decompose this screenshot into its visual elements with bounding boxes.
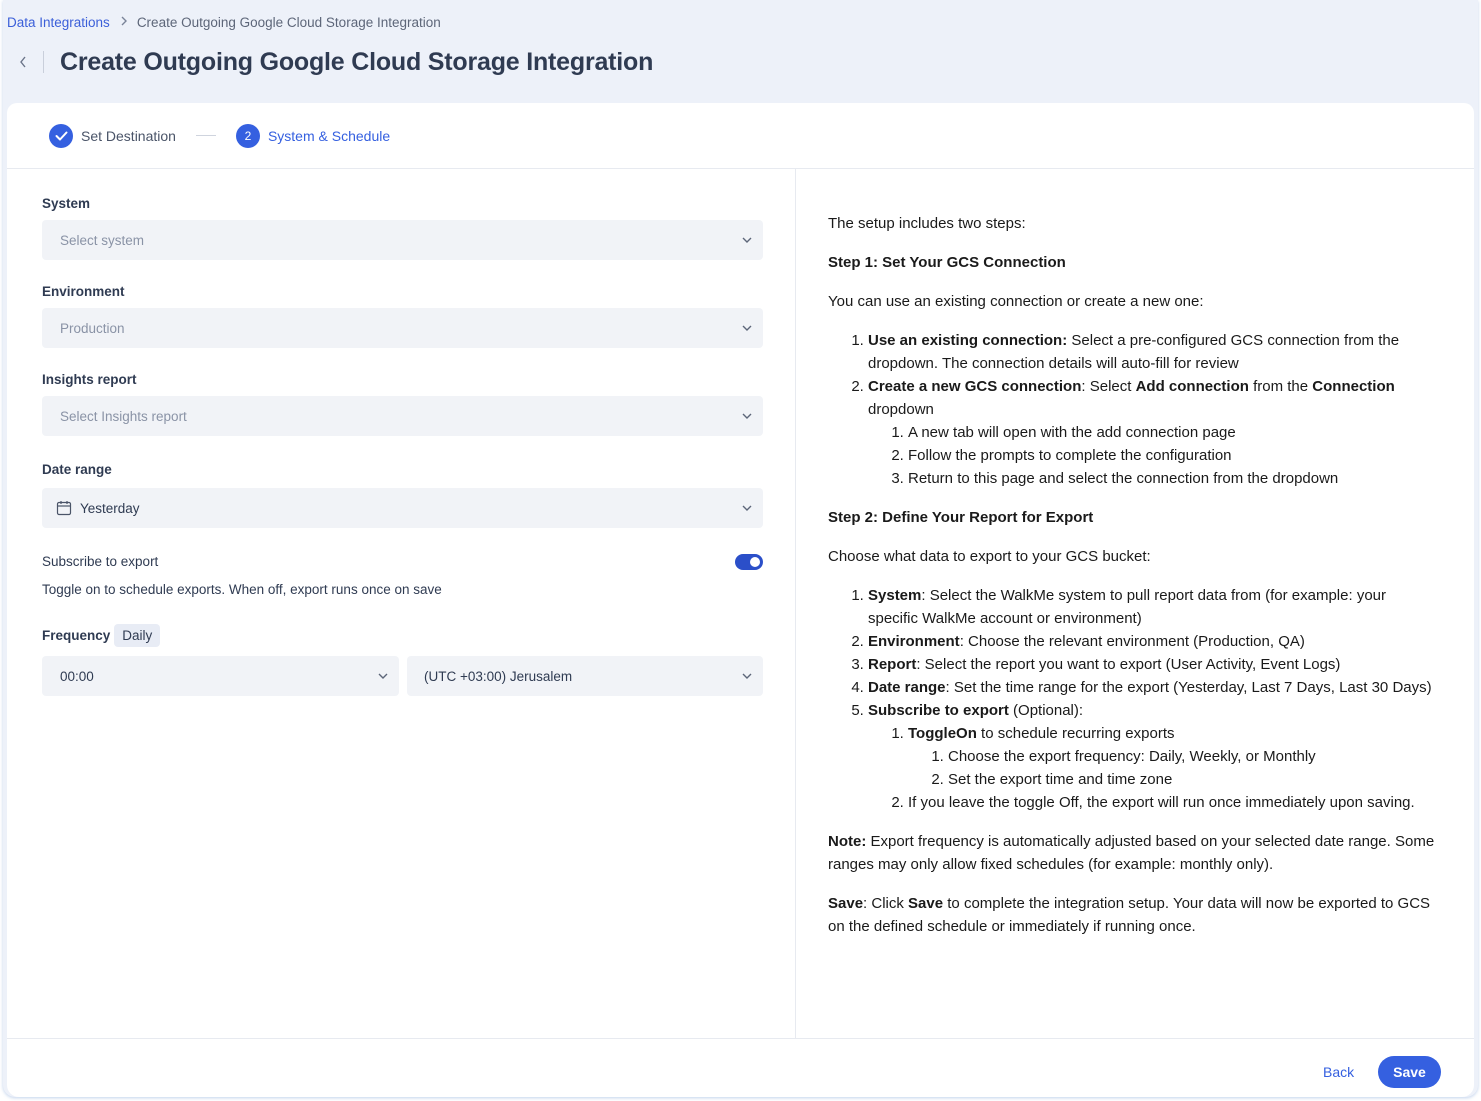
step1-title: Step 1: Set Your GCS Connection (828, 254, 1066, 271)
insights-report-label: Insights report (42, 372, 137, 387)
frequency-row (42, 624, 160, 647)
environment-value: Production (60, 320, 125, 336)
list-item: 2. Create a new GCS connection: Select Add connection from the Connection dropdown 1. A new tab will open with the add connection page 2. Follow the prompts to complete the configuration 3. Return to this page and select the connection from the dropdown (868, 375, 1438, 490)
chevron-down-icon (741, 502, 753, 514)
date-range-select[interactable] (42, 488, 763, 528)
breadcrumb-link-data-integrations[interactable]: Data Integrations (7, 14, 110, 30)
system-placeholder: Select system (60, 232, 145, 248)
chevron-down-icon (377, 670, 389, 682)
date-range-label: Date range (42, 462, 112, 477)
app-frame (3, 0, 1478, 1097)
toggle-knob (750, 557, 760, 567)
instructions-pane (796, 169, 1474, 1039)
timezone-value: (UTC +03:00) Jerusalem (424, 668, 573, 684)
frequency-badge: Daily (114, 624, 160, 647)
list-item: 2. Environment: Choose the relevant environment (Production, QA) (868, 630, 1438, 653)
date-range-value: Yesterday (80, 500, 140, 516)
back-arrow-icon[interactable] (13, 52, 33, 72)
checkmark-icon (49, 124, 73, 148)
instructions (828, 212, 1438, 954)
step-label: System & Schedule (267, 127, 391, 144)
step1-desc: You can use an existing connection or create a new one: (828, 293, 1204, 310)
step2-desc: Choose what data to export to your GCS bucket: (828, 548, 1151, 565)
time-select[interactable] (42, 656, 399, 696)
chevron-down-icon (741, 234, 753, 246)
instructions-intro: The setup includes two steps: (828, 215, 1026, 232)
page-header (13, 42, 653, 82)
list-item: 4. Date range: Set the time range for the export (Yesterday, Last 7 Days, Last 30 Days) (868, 676, 1438, 699)
page-title: Create Outgoing Google Cloud Storage Integration (60, 47, 654, 76)
time-value: 00:00 (60, 668, 94, 684)
list-item: 1. ToggleOn to schedule recurring exports 1. Choose the export frequency: Daily, Weekly, or Monthly 2. Set the export time and time zone (908, 722, 1438, 791)
list-item: 1. Use an existing connection: Select a pre-configured GCS connection from the dropdown. The connection details will auto-fill for review (868, 329, 1438, 375)
step-system-schedule[interactable] (236, 124, 390, 148)
step1-list (828, 329, 1438, 490)
header-divider (43, 51, 44, 73)
list-item: 2. Follow the prompts to complete the configuration (908, 444, 1438, 467)
list-item: 1. System: Select the WalkMe system to pull report data from (for example: your specific WalkMe account or environment) (868, 584, 1438, 630)
breadcrumb-current: Create Outgoing Google Cloud Storage Integration (136, 14, 441, 30)
step-number: 2 (236, 124, 260, 148)
environment-select[interactable] (42, 308, 763, 348)
chevron-down-icon (741, 410, 753, 422)
list-item: 5. Subscribe to export (Optional): 1. ToggleOn to schedule recurring exports 1. Choose the export frequency: Daily, Weekly, or Monthly 2. Set the export time and time zone 2. If you leave the toggle Off, the export will run once immediately upon saving. (868, 699, 1438, 814)
step2-subsublist (908, 745, 1438, 791)
insights-report-select[interactable] (42, 396, 763, 436)
back-button[interactable]: Back (1307, 1057, 1370, 1087)
list-item: 2. If you leave the toggle Off, the export will run once immediately upon saving. (908, 791, 1438, 814)
subscribe-toggle[interactable] (735, 554, 763, 570)
insights-report-placeholder: Select Insights report (60, 408, 187, 424)
system-select[interactable] (42, 220, 763, 260)
step1-sublist (868, 421, 1438, 490)
step2-sublist (868, 722, 1438, 814)
list-item: 1. Choose the export frequency: Daily, Weekly, or Monthly (948, 745, 1438, 768)
step-label: Set Destination (81, 127, 176, 144)
step-set-destination[interactable] (49, 124, 176, 148)
list-item: 1. A new tab will open with the add connection page (908, 421, 1438, 444)
subscribe-label: Subscribe to export (42, 554, 159, 569)
step2-list (828, 584, 1438, 814)
environment-label: Environment (42, 284, 125, 299)
subscribe-helper-text: Toggle on to schedule exports. When off, export runs once on save (42, 582, 442, 597)
chevron-down-icon (741, 670, 753, 682)
stepper (7, 103, 1474, 169)
list-item: 3. Report: Select the report you want to export (User Activity, Event Logs) (868, 653, 1438, 676)
list-item: 2. Set the export time and time zone (948, 768, 1438, 791)
step-connector (196, 135, 216, 136)
timezone-select[interactable] (407, 656, 763, 696)
save-paragraph: Save: Click Save to complete the integration setup. Your data will now be exported to GCS on the defined schedule or immediately if running once. (828, 895, 1431, 935)
chevron-down-icon (741, 322, 753, 334)
save-button[interactable]: Save (1378, 1056, 1441, 1088)
main-card (7, 103, 1474, 1097)
frequency-label: Frequency (42, 628, 111, 643)
form-pane (7, 169, 796, 1039)
note-paragraph: Note: Export frequency is automatically adjusted based on your selected date range. Some ranges may only allow fixed schedules (for example: monthly only). (828, 833, 1435, 873)
footer (7, 1038, 1474, 1097)
calendar-icon (56, 500, 72, 516)
system-label: System (42, 196, 91, 211)
breadcrumb (7, 13, 441, 31)
list-item: 3. Return to this page and select the connection from the dropdown (908, 467, 1438, 490)
chevron-right-icon (120, 15, 128, 29)
step2-title: Step 2: Define Your Report for Export (828, 509, 1094, 526)
